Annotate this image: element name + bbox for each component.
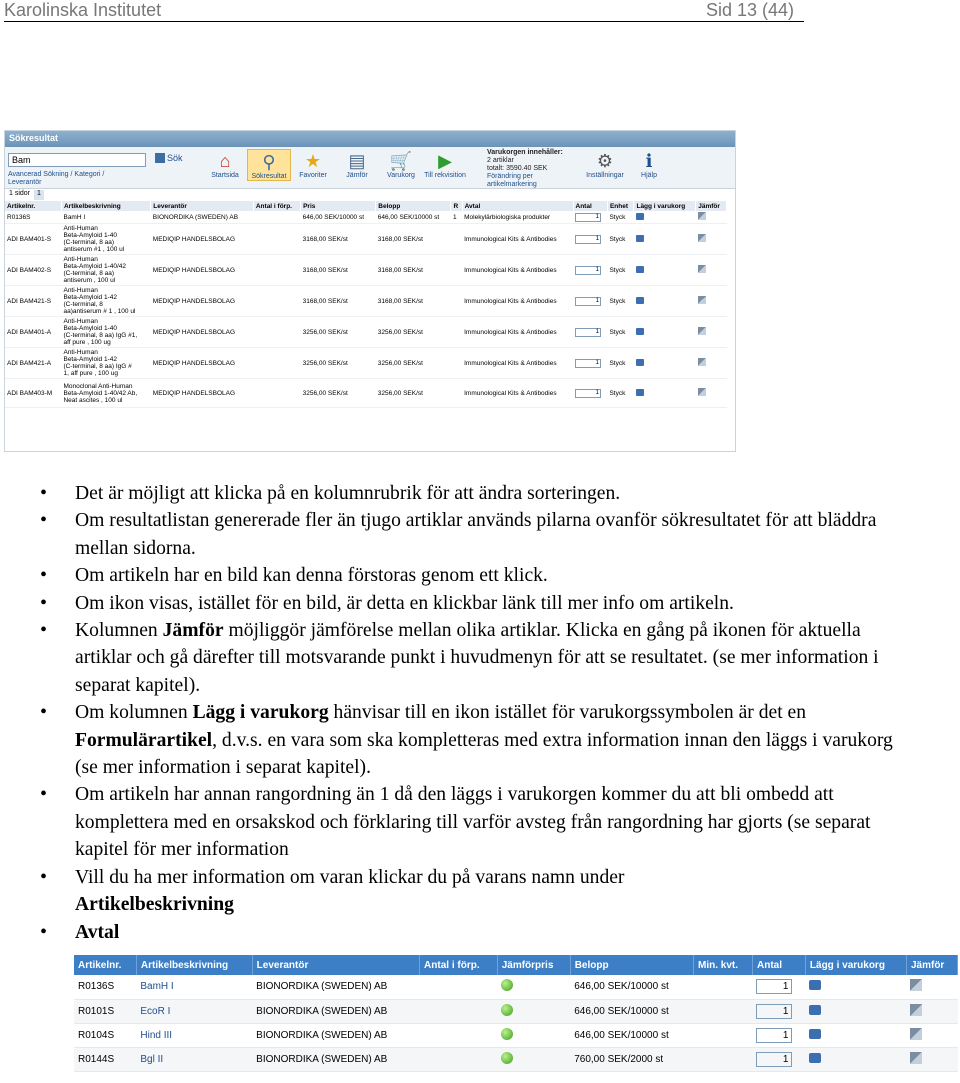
table-row	[74, 999, 958, 1023]
add-to-cart-cell	[634, 317, 696, 348]
quantity-input[interactable]: 1	[575, 328, 601, 337]
term-lagg-i-varukorg: Lägg i varukorg	[192, 702, 329, 724]
pack-quantity	[420, 975, 498, 999]
amount: 760,00 SEK/2000 st	[570, 1047, 693, 1071]
text: Om kolumnen	[75, 702, 193, 724]
compare-price-cell	[497, 1023, 570, 1047]
pager-label: 1 sidor	[9, 190, 31, 197]
min-quantity	[694, 1023, 753, 1047]
agreement[interactable]: Immunological Kits & Antibodies	[462, 255, 573, 286]
article-description[interactable]: Anti-Human Beta-Amyloid 1-42 (C-terminal, 8 aa)antiserum # 1 , 100 ul	[61, 286, 150, 317]
compare-icon[interactable]	[698, 212, 706, 220]
quantity-cell	[752, 1047, 805, 1071]
article-description[interactable]: Bgl II	[136, 1047, 252, 1071]
column-header[interactable]: Enhet	[607, 201, 634, 211]
table-row	[5, 286, 727, 317]
home-icon: ⌂	[219, 151, 231, 171]
column-header[interactable]: Artikelnr.	[74, 955, 136, 975]
table-row	[5, 224, 727, 255]
min-quantity	[694, 999, 753, 1023]
term-formularartikel: Formulärartikel	[75, 729, 213, 751]
article-description[interactable]: Anti-Human Beta-Amyloid 1-40 (C-terminal, 8 aa) IgG #1, aff pure , 100 ug	[61, 317, 150, 348]
text: Kolumnen	[75, 620, 163, 642]
column-header[interactable]: Artikelnr.	[5, 201, 61, 211]
gear-icon: ⚙	[596, 151, 614, 171]
compare-icon[interactable]	[698, 388, 706, 396]
cart-icon[interactable]	[636, 359, 644, 366]
pack-quantity	[253, 211, 300, 224]
amount: 646,00 SEK/10000 st	[570, 999, 693, 1023]
list-item: • Om artikeln har annan rangordning än 1 då den läggs i varukorgen kommer du att bli ombedd att komplettera med en orsakskod och förklaring till varför avsteg från rangordning har gjorts (se separat kapitel för mer information	[40, 781, 920, 863]
amount: 646,00 SEK/10000 st	[376, 211, 451, 224]
rank	[451, 224, 462, 255]
column-header[interactable]: Leverantör	[252, 955, 419, 975]
add-to-cart-cell	[805, 1023, 906, 1047]
quantity-cell	[573, 211, 607, 224]
agreement[interactable]: Immunological Kits & Antibodies	[462, 379, 573, 408]
list-item	[40, 699, 920, 781]
table-row	[74, 1023, 958, 1047]
cart-summary	[487, 149, 579, 189]
supplier: BIONORDIKA (SWEDEN) AB	[252, 1047, 419, 1071]
info-icon: ℹ	[645, 151, 653, 171]
quantity-input[interactable]: 1	[756, 979, 792, 994]
advanced-links[interactable]	[8, 171, 104, 187]
add-to-cart-cell	[805, 1047, 906, 1071]
cart-icon[interactable]	[636, 389, 644, 396]
article-number: ADI BAM421-S	[5, 286, 61, 317]
text: , d.v.s. en vara som ska kompletteras med extra information innan den läggs i varukorg (se mer information i separat kapitel).	[75, 729, 893, 779]
status-dot-icon	[501, 1028, 513, 1040]
unit: Styck	[607, 286, 634, 317]
compare-table	[74, 955, 958, 1072]
article-description[interactable]: Anti-Human Beta-Amyloid 1-40/42 (C-terminal, 8 aa) antiserum , 100 ul	[61, 255, 150, 286]
leverantor-link[interactable]: Leverantör	[8, 179, 42, 186]
term-artikelbeskrivning: Artikelbeskrivning	[75, 894, 234, 916]
quantity-cell	[573, 317, 607, 348]
price: 3256,00 SEK/st	[301, 379, 376, 408]
term-jamfor: Jämför	[162, 620, 224, 642]
search-button-icon	[155, 153, 165, 163]
table-row	[74, 1047, 958, 1071]
list-item	[40, 864, 920, 919]
compare-cell	[696, 348, 727, 379]
amount: 646,00 SEK/10000 st	[570, 975, 693, 999]
amount: 3256,00 SEK/st	[376, 379, 451, 408]
compare-icon[interactable]	[698, 296, 706, 304]
menu-hjalp[interactable]	[627, 149, 671, 179]
add-to-cart-cell	[805, 999, 906, 1023]
compare-icon[interactable]	[698, 265, 706, 273]
text: Vill du ha mer information om varan klickar du på varans namn under	[75, 866, 625, 888]
cart-icon[interactable]	[636, 297, 644, 304]
rank	[451, 255, 462, 286]
supplier: MEDIQIP HANDELSBOLAG	[151, 224, 254, 255]
amount: 3168,00 SEK/st	[376, 224, 451, 255]
cart-icon: 🛒	[389, 151, 413, 171]
pager-page-1[interactable]: 1	[34, 190, 44, 200]
table-row	[5, 348, 727, 379]
menu-startsida[interactable]	[203, 149, 247, 181]
unit: Styck	[607, 211, 634, 224]
quantity-input[interactable]: 1	[575, 235, 601, 244]
cart-icon[interactable]	[636, 328, 644, 335]
table-row	[5, 211, 727, 224]
list-item: • Om resultatlistan genererade fler än tjugo artiklar används pilarna ovanför sökresultatet för att bläddra mellan sidorna.	[40, 507, 920, 562]
quantity-input[interactable]: 1	[575, 389, 601, 398]
article-number: R0104S	[74, 1023, 136, 1047]
menu-label: Startsida	[211, 172, 239, 179]
article-number: R0144S	[74, 1047, 136, 1071]
price: 3168,00 SEK/st	[301, 255, 376, 286]
star-icon: ★	[304, 151, 322, 171]
status-dot-icon	[501, 1004, 513, 1016]
list-item: • Om ikon visas, istället för en bild, är detta en klickbar länk till mer info om artikeln.	[40, 590, 920, 617]
compare-cell	[696, 286, 727, 317]
column-header[interactable]: Artikelbeskrivning	[61, 201, 150, 211]
column-header[interactable]: Pris	[301, 201, 376, 211]
menu-label: Varukorg	[387, 172, 415, 179]
cart-items: 2 artiklar	[487, 157, 514, 164]
price: 3256,00 SEK/st	[301, 317, 376, 348]
rank	[451, 317, 462, 348]
list-item	[40, 919, 920, 946]
menu-varukorg[interactable]	[379, 149, 423, 181]
add-to-cart-cell	[634, 348, 696, 379]
supplier: MEDIQIP HANDELSBOLAG	[151, 286, 254, 317]
quantity-input[interactable]: 1	[575, 297, 601, 306]
pack-quantity	[420, 1047, 498, 1071]
compare-table-screenshot	[74, 955, 958, 1079]
column-header[interactable]: Min. kvt.	[694, 955, 753, 975]
unit: Styck	[607, 348, 634, 379]
compare-icon[interactable]	[910, 979, 922, 991]
list-item: • Det är möjligt att klicka på en kolumnrubrik för att ändra sorteringen.	[40, 480, 920, 507]
instruction-list	[40, 480, 920, 946]
column-header[interactable]: Belopp	[376, 201, 451, 211]
menu-favoriter[interactable]	[291, 149, 335, 181]
compare-icon[interactable]	[910, 1028, 922, 1040]
compare-cell	[696, 255, 727, 286]
supplier: BIONORDIKA (SWEDEN) AB	[252, 999, 419, 1023]
column-header[interactable]: Leverantör	[151, 201, 254, 211]
unit: Styck	[607, 255, 634, 286]
agreement[interactable]: Immunological Kits & Antibodies	[462, 224, 573, 255]
table-row	[5, 379, 727, 408]
article-description[interactable]: Anti-Human Beta-Amyloid 1-40 (C-terminal, 8 aa) antiserum #1 , 100 ul	[61, 224, 150, 255]
pack-quantity	[253, 286, 300, 317]
quantity-cell	[752, 975, 805, 999]
menu-sokresultat[interactable]	[247, 149, 291, 181]
column-header[interactable]: Avtal	[462, 201, 573, 211]
column-header[interactable]: Jämförpris	[497, 955, 570, 975]
org-name: Karolinska Institutet	[4, 0, 162, 20]
menu-installningar[interactable]	[583, 149, 627, 179]
search-results-screenshot	[4, 130, 736, 452]
column-header[interactable]: Lägg i varukorg	[634, 201, 696, 211]
pack-quantity	[253, 317, 300, 348]
compare-cell	[906, 975, 957, 999]
price: 646,00 SEK/10000 st	[301, 211, 376, 224]
compare-icon[interactable]	[698, 327, 706, 335]
article-number: ADI BAM403-M	[5, 379, 61, 408]
compare-cell	[906, 1047, 957, 1071]
article-description[interactable]: BamH I	[136, 975, 252, 999]
amount: 3168,00 SEK/st	[376, 255, 451, 286]
compare-cell	[696, 211, 727, 224]
amount: 3256,00 SEK/st	[376, 317, 451, 348]
quantity-input[interactable]: 1	[575, 359, 601, 368]
search-input[interactable]: Bam	[8, 153, 146, 167]
pager	[5, 189, 735, 201]
cart-icon[interactable]	[809, 1005, 821, 1015]
article-description[interactable]: Monoclonal Anti-Human Beta-Amyloid 1-40/42 Ab, Neat ascites , 100 ul	[61, 379, 150, 408]
menu-label: Hjälp	[641, 172, 657, 179]
article-description[interactable]: BamH I	[61, 211, 150, 224]
menu-jamfor[interactable]	[335, 149, 379, 181]
add-to-cart-cell	[634, 379, 696, 408]
menu-label: Sökresultat	[251, 173, 287, 180]
min-quantity	[694, 975, 753, 999]
add-to-cart-cell	[805, 975, 906, 999]
window-title: Sökresultat	[5, 131, 735, 147]
compare-icon[interactable]	[698, 358, 706, 366]
column-header[interactable]: Belopp	[570, 955, 693, 975]
compare-price-cell	[497, 1047, 570, 1071]
compare-cell	[696, 224, 727, 255]
advanced-search-link[interactable]: Avancerad Sökning / Kategori /	[8, 171, 105, 178]
column-header[interactable]: Antal i förp.	[253, 201, 300, 211]
search-button[interactable]	[155, 153, 183, 163]
agreement[interactable]: Immunological Kits & Antibodies	[462, 317, 573, 348]
compare-cell	[906, 999, 957, 1023]
status-dot-icon	[501, 1052, 513, 1064]
add-to-cart-cell	[634, 286, 696, 317]
quantity-input[interactable]: 1	[575, 266, 601, 275]
pack-quantity	[253, 348, 300, 379]
article-number: R0136S	[74, 975, 136, 999]
compare-icon[interactable]	[910, 1004, 922, 1016]
search-button-label: Sök	[167, 153, 183, 163]
quantity-cell	[752, 1023, 805, 1047]
amount: 3168,00 SEK/st	[376, 286, 451, 317]
article-number: R0136S	[5, 211, 61, 224]
main-menu	[203, 149, 467, 181]
supplier: BIONORDIKA (SWEDEN) AB	[151, 211, 254, 224]
column-header[interactable]: Lägg i varukorg	[805, 955, 906, 975]
supplier: MEDIQIP HANDELSBOLAG	[151, 317, 254, 348]
article-number: R0101S	[74, 999, 136, 1023]
supplier: BIONORDIKA (SWEDEN) AB	[252, 975, 419, 999]
supplier: MEDIQIP HANDELSBOLAG	[151, 348, 254, 379]
table-row	[5, 317, 727, 348]
column-header[interactable]: Jämför	[906, 955, 957, 975]
play-icon: ▶	[438, 151, 452, 171]
compare-icon[interactable]	[910, 1052, 922, 1064]
cart-icon[interactable]	[636, 266, 644, 273]
column-header[interactable]: Antal i förp.	[420, 955, 498, 975]
agreement[interactable]: Molekylärbiologiska produkter	[462, 211, 573, 224]
toolbar	[5, 147, 735, 189]
menu-label: Favoriter	[299, 172, 327, 179]
agreement[interactable]: Immunological Kits & Antibodies	[462, 348, 573, 379]
page-number: Sid 13 (44)	[705, 0, 794, 20]
article-number: ADI BAM402-S	[5, 255, 61, 286]
quantity-cell	[573, 286, 607, 317]
amount: 646,00 SEK/10000 st	[570, 1023, 693, 1047]
table-row	[5, 255, 727, 286]
quantity-cell	[573, 255, 607, 286]
price: 3168,00 SEK/st	[301, 286, 376, 317]
pack-quantity	[253, 224, 300, 255]
cart-icon[interactable]	[636, 235, 644, 242]
unit: Styck	[607, 224, 634, 255]
article-number: ADI BAM401-S	[5, 224, 61, 255]
term-avtal: Avtal	[75, 921, 120, 943]
column-header[interactable]: R	[451, 201, 462, 211]
menu-till-rekvisition[interactable]	[423, 149, 467, 181]
quantity-cell	[573, 379, 607, 408]
supplier: MEDIQIP HANDELSBOLAG	[151, 255, 254, 286]
menu-label: Till rekvisition	[424, 172, 466, 179]
compare-icon[interactable]	[698, 234, 706, 242]
list-item: • Om artikeln har en bild kan denna förstoras genom ett klick.	[40, 562, 920, 589]
cart-icon[interactable]	[809, 1029, 821, 1039]
article-description[interactable]: EcoR I	[136, 999, 252, 1023]
unit: Styck	[607, 317, 634, 348]
pack-quantity	[253, 379, 300, 408]
add-to-cart-cell	[634, 224, 696, 255]
cart-note[interactable]: Förändring per artikelmarkering	[487, 173, 537, 188]
rank	[451, 379, 462, 408]
add-to-cart-cell	[634, 255, 696, 286]
article-description[interactable]: Hind III	[136, 1023, 252, 1047]
list-item	[40, 617, 920, 699]
pack-quantity	[420, 999, 498, 1023]
secondary-menu	[583, 149, 671, 179]
quantity-input[interactable]: 1	[756, 1028, 792, 1043]
unit: Styck	[607, 379, 634, 408]
rank	[451, 348, 462, 379]
menu-label: Inställningar	[586, 172, 624, 179]
text: möjliggör jämförelse mellan olika artiklar. Klicka en gång på ikonen för aktuella artiklar och gå därefter till motsvarande punkt i huvudmenyn för att se resultatet. (se mer information i separat kapitel).	[75, 620, 879, 696]
pack-quantity	[420, 1023, 498, 1047]
supplier: MEDIQIP HANDELSBOLAG	[151, 379, 254, 408]
compare-price-cell	[497, 999, 570, 1023]
quantity-cell	[752, 999, 805, 1023]
compare-icon: ▤	[348, 151, 366, 171]
rank	[451, 286, 462, 317]
page-header	[4, 0, 804, 22]
search-icon: ⚲	[262, 152, 276, 172]
quantity-input[interactable]: 1	[575, 213, 601, 222]
column-header[interactable]: Jämför	[696, 201, 727, 211]
quantity-cell	[573, 348, 607, 379]
price: 3256,00 SEK/st	[301, 348, 376, 379]
status-dot-icon	[501, 979, 513, 991]
article-number: ADI BAM421-A	[5, 348, 61, 379]
cart-icon[interactable]	[636, 213, 644, 220]
compare-price-cell	[497, 975, 570, 999]
menu-label: Jämför	[346, 172, 368, 179]
amount: 3256,00 SEK/st	[376, 348, 451, 379]
article-description[interactable]: Anti-Human Beta-Amyloid 1-42 (C-terminal, 8 aa) IgG # 1, aff pure , 100 ug	[61, 348, 150, 379]
table-row	[74, 975, 958, 999]
supplier: BIONORDIKA (SWEDEN) AB	[252, 1023, 419, 1047]
cart-icon[interactable]	[809, 1053, 821, 1063]
cart-total: totalt: 3590.40 SEK	[487, 165, 548, 172]
quantity-input[interactable]: 1	[756, 1004, 792, 1019]
column-header[interactable]: Antal	[573, 201, 607, 211]
column-header[interactable]: Antal	[752, 955, 805, 975]
quantity-cell	[573, 224, 607, 255]
quantity-input[interactable]: 1	[756, 1052, 792, 1067]
cart-title: Varukorgen innehåller:	[487, 149, 563, 156]
add-to-cart-cell	[634, 211, 696, 224]
column-header[interactable]: Artikelbeskrivning	[136, 955, 252, 975]
text: hänvisar till en ikon istället för varukorgssymbolen är det en	[328, 702, 807, 724]
pack-quantity	[253, 255, 300, 286]
compare-cell	[696, 379, 727, 408]
compare-cell	[906, 1023, 957, 1047]
price: 3168,00 SEK/st	[301, 224, 376, 255]
rank: 1	[451, 211, 462, 224]
agreement[interactable]: Immunological Kits & Antibodies	[462, 286, 573, 317]
cart-icon[interactable]	[809, 980, 821, 990]
compare-cell	[696, 317, 727, 348]
article-number: ADI BAM401-A	[5, 317, 61, 348]
results-table	[5, 201, 727, 408]
min-quantity	[694, 1047, 753, 1071]
